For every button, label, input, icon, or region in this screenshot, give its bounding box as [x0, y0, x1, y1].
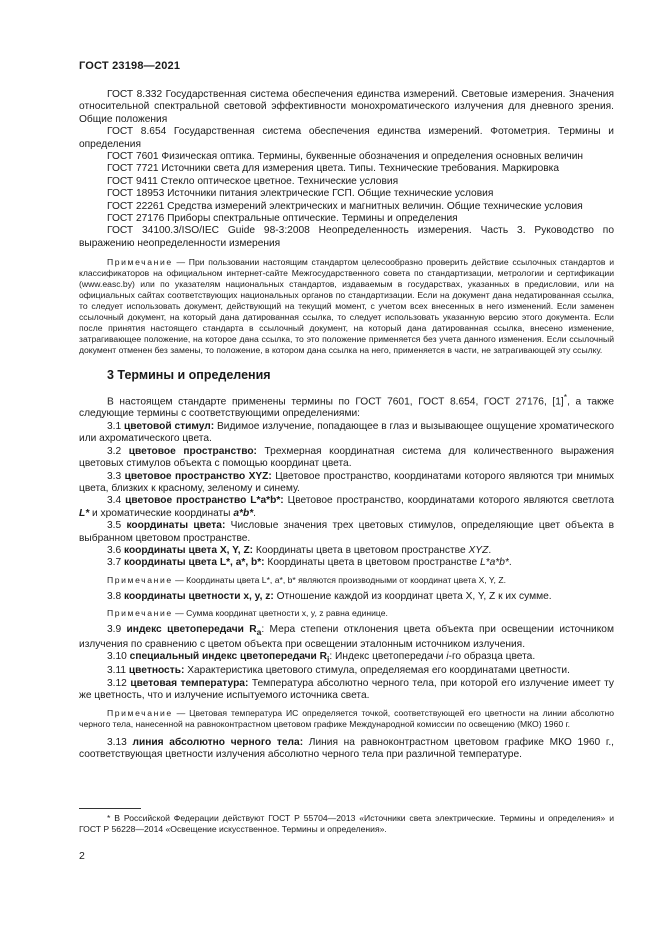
section-title: 3 Термины и определения	[107, 368, 271, 383]
term-name: координаты цвета:	[126, 520, 226, 532]
term-3-8: 3.8 координаты цветности x, y, z: Отношение каждой из координат цвета X, Y, Z к их сумме.	[107, 590, 552, 602]
term-3-2: 3.2 цветовое пространство: Трехмерная координатная система для количественного выражения цветовых стимулов объекта с помощью координат цвета.	[79, 445, 614, 470]
term-3-1: 3.1 цветовой стимул: Видимое излучение, попадающее в глаз и вызывающее ощущение хроматического или ахроматического цвета.	[79, 420, 614, 445]
note-label: Примечание	[107, 257, 173, 268]
term-3-10: 3.10 специальный индекс цветопередачи $R_i$: Индекс цветопередачи i-го образца цвета.	[107, 651, 536, 665]
page-content	[79, 89, 614, 761]
term-name: цветность:	[128, 665, 185, 677]
term-name: цветовое пространство:	[128, 445, 257, 457]
section-intro: В настоящем стандарте применены термины по ГОСТ 7601, ГОСТ 8.654, ГОСТ 27176, [1]*, а также следующие термины с соответствующими определениями:	[79, 391, 614, 420]
term-name: индекс цветопередачи $R_a$	[126, 624, 262, 638]
term-name: цветовой стимул:	[124, 420, 215, 432]
term-3-4: 3.4 цветовое пространство L*a*b*: Цветовое пространство, координатами которого являются светлота L* и хроматические координаты a*b*.	[79, 495, 614, 519]
term-3-7: 3.7 координаты цвета L*, a*, b*: Координаты цвета в цветовом пространстве L*a*b*.	[107, 557, 512, 569]
term-3-3: 3.3 цветовое пространство XYZ: Цветовое пространство, координатами которого являются три мнимых цвета, близких к красному, зеленому и синему.	[79, 470, 614, 494]
note-3-12: Примечание — Цветовая температура ИС определяется точкой, соответствующей его цветности на линии абсолютно черного тела, нанесенной на равноконтрастном цветовом графике Международной комиссии по освещению (МКО) 1960 г.	[79, 707, 614, 729]
term-3-9: 3.9 индекс цветопередачи $R_a$: Мера степени отклонения цвета объекта при освещении источником излучения по сравнению с цветом объекта при освещении эталонным источником излучения.	[79, 624, 614, 650]
term-name: координаты цвета X, Y, Z:	[124, 544, 254, 556]
footnote: * В Российской Федерации действуют ГОСТ Р 55704—2013 «Источники света электрические. Термины и определения» и ГОСТ Р 56228—2014 «Освещение искусственное. Термины и определения».	[79, 813, 614, 834]
ref-item: ГОСТ 9411 Стекло оптическое цветное. Технические условия	[107, 175, 399, 187]
ref-item: ГОСТ 18953 Источники питания электрические ГСП. Общие технические условия	[107, 188, 494, 200]
term-name: специальный индекс цветопередачи $R_i$	[129, 651, 330, 665]
term-3-6: 3.6 координаты цвета X, Y, Z: Координаты цвета в цветовом пространстве XYZ.	[107, 544, 492, 556]
page-number: 2	[79, 850, 85, 862]
ref-item: ГОСТ 8.654 Государственная система обеспечения единства измерений. Фотометрия. Термины и определения	[79, 126, 614, 150]
ref-item: ГОСТ 8.332 Государственная система обеспечения единства измерений. Световые измерения. Значения относительной спектральной световой эффективности монохроматического излучения для дневного зрения. Общие положения	[79, 89, 614, 125]
term-3-13: 3.13 линия абсолютно черного тела: Линия на равноконтрастном цветовом графике МКО 1960 г., соответствующая цветности излучения абсолютно черного тела при различной температуре.	[79, 736, 614, 761]
document-header: ГОСТ 23198—2021	[79, 60, 181, 72]
main-note	[79, 257, 614, 356]
term-name: координаты цвета L*, a*, b*:	[124, 557, 265, 569]
note-3-8: Примечание — Сумма координат цветности x, y, z равна единице.	[107, 608, 388, 619]
term-name: цветовое пространство L*a*b*:	[125, 495, 284, 507]
term-name: линия абсолютно черного тела:	[132, 736, 304, 748]
note-3-7: Примечание — Координаты цвета L*, a*, b* являются производными от координат цвета X, Y, Z.	[107, 574, 506, 585]
ref-item: ГОСТ 7601 Физическая оптика. Термины, буквенные обозначения и определения основных величин	[107, 151, 584, 163]
ref-item: ГОСТ 22261 Средства измерений электрических и магнитных величин. Общие технические условия	[107, 200, 583, 212]
term-3-12: 3.12 цветовая температура: Температура абсолютно черного тела, при которой его излучение имеет ту же цветность, что и излучение испытуемого источника света.	[79, 677, 615, 702]
note-text: — При пользовании настоящим стандартом целесообразно проверить действие ссылочных стандартов и классификаторов на официальном интернет-сайте Межгосударственного совета по стандартизации, метрологии и сертификации (www.easc.by) или по указателям национальных стандартов, издаваемым в государствах, указанных в предисловии, или на официальных сайтах соответствующих национальных органов по стандартизации. Если на документ дана недатированная ссылка, то следует использовать документ, действующий на текущий момент, с учетом всех внесенных в него изменений. Если заменен ссылочный документ, на который дана датированная ссылка, то следует использовать указанную версию этого документа. Если после принятия настоящего стандарта в ссылочный документ, на который дана датированная ссылка, внесено изменение, затрагивающее положение, на которое дана ссылка, то это положение применяется без учета данного изменения. Если ссылочный документ отменен без замены, то положение, в котором дана ссылка на него, применяется в части, не затрагивающей эту ссылку.	[79, 257, 615, 356]
term-name: цветовое пространство XYZ:	[124, 470, 272, 482]
term-name: координаты цветности x, y, z:	[124, 590, 274, 602]
term-3-5: 3.5 координаты цвета: Числовые значения трех цветовых стимулов, определяющие цвет объекта в выбранном цветовом пространстве.	[79, 520, 614, 544]
footnote-divider	[79, 808, 141, 809]
term-name: цветовая температура:	[130, 677, 249, 689]
term-3-11: 3.11 цветность: Характеристика цветового стимула, определяемая его координатами цветности.	[107, 665, 570, 677]
ref-item: ГОСТ 7721 Источники света для измерения цвета. Типы. Технические требования. Маркировка	[107, 163, 560, 175]
ref-item: ГОСТ 34100.3/ISO/IEC Guide 98-3:2008 Неопределенность измерения. Часть 3. Руководство по выражению неопределенности измерения	[79, 225, 614, 249]
ref-item: ГОСТ 27176 Приборы спектральные оптические. Термины и определения	[107, 213, 458, 225]
